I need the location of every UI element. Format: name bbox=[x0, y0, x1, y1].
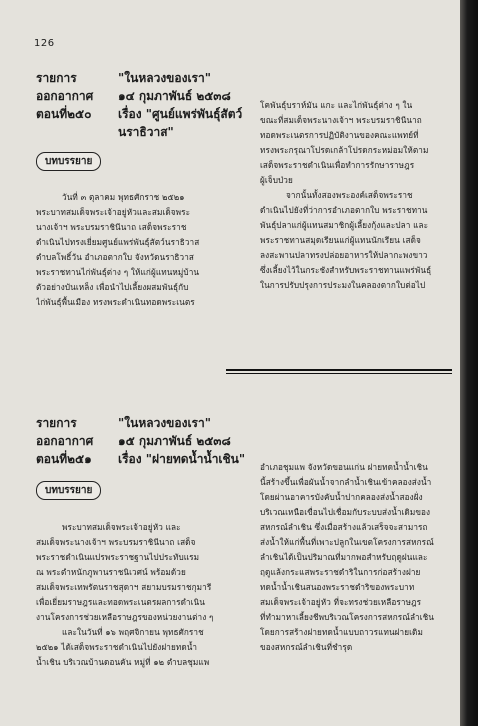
text-line: จากนั้นทั้งสองพระองค์เสด็จพระราช bbox=[286, 190, 413, 200]
program-value: "ในหลวงของเรา" bbox=[118, 71, 211, 85]
airdate-label: ออกอากาศ bbox=[36, 434, 94, 448]
article2-header bbox=[36, 415, 276, 469]
episode-label: ตอนที่๒๕๐ bbox=[36, 107, 92, 121]
airdate-label: ออกอากาศ bbox=[36, 89, 94, 103]
section-divider bbox=[226, 369, 452, 371]
episode-value-continued: นราธิวาส" bbox=[118, 125, 174, 139]
program-label: รายการ bbox=[36, 71, 77, 85]
text-line: โดยการสร้างฝายทดน้ำแบบถาวรแทนฝายเดิม bbox=[260, 627, 423, 637]
text-line: สมเด็จพระเทพรัตนราชสุดาฯ สยามบรมราชกุมารี bbox=[36, 582, 212, 592]
text-line: บริเวณเหนือเขื่อนไปเชื่อมกับระบบส่งน้ำเดิมของ bbox=[260, 507, 431, 517]
text-line: ที่ทำมาหาเลี้ยงชีพบริเวณโครงการสหกรณ์ลำเชิน bbox=[260, 612, 434, 622]
text-line: ฤดูแล้งกระแสพระราชดำริในการก่อสร้างฝาย bbox=[260, 567, 421, 577]
text-line: ซึ่งเลี้ยงไว้ในกระชังสำหรับพระราชทานแพร่พันธุ์ bbox=[260, 265, 432, 275]
text-line: ตำบลโพธิ์วัน อำเภอตากใบ จังหวัดนราธิวาส bbox=[36, 252, 195, 262]
program-value: "ในหลวงของเรา" bbox=[118, 416, 211, 430]
episode-label: ตอนที่๒๕๑ bbox=[36, 452, 92, 466]
text-line: งานโครงการช่วยเหลือราษฎรของหน่วยงานต่าง ๆ bbox=[36, 612, 214, 622]
text-line: สมเด็จพระเจ้าอยู่หัว ที่จะทรงช่วยเหลือราษฎร bbox=[260, 597, 422, 607]
text-line: พระราชดำเนินแปรพระราชฐานไปประทับแรม bbox=[36, 552, 200, 562]
text-line: เพื่อเยี่ยมราษฎรและทอดพระเนตรผลการดำเนิน bbox=[36, 597, 205, 607]
text-line: อำเภอชุมแพ จังหวัดขอนแก่น ฝายทดน้ำน้ำเชิน bbox=[260, 462, 428, 472]
text-line: สมเด็จพระนางเจ้าฯ พระบรมราชินีนาถ เสด็จ bbox=[36, 537, 196, 547]
text-line: ในการปรับปรุงการประมงในคลองตากใบต่อไป bbox=[260, 280, 426, 290]
episode-value: เรื่อง "ศูนย์แพร่พันธุ์สัตว์ bbox=[118, 107, 243, 121]
article2-right-column bbox=[260, 460, 454, 655]
episode-value: เรื่อง "ฝายทดน้ำน้ำเชิน" bbox=[118, 452, 246, 466]
text-line: ๒๕๒๑ ได้เสด็จพระราชดำเนินไปยังฝายทดน้ำ bbox=[36, 642, 198, 652]
text-line: และในวันที่ ๑๖ พฤศจิกายน พุทธศักราช bbox=[62, 627, 204, 637]
text-line: ดำเนินไปยังที่ว่าการอำเภอตากใบ พระราชทาน bbox=[260, 205, 428, 215]
text-line: ลำเชินได้เป็นปริมาณที่มากพอสำหรับฤดูฝนและ bbox=[260, 552, 428, 562]
narration-badge: บทบรรยาย bbox=[36, 481, 101, 500]
text-line: น้ำเชิน บริเวณบ้านดอนคัน หมู่ที่ ๑๒ ตำบลชุมแพ bbox=[36, 657, 210, 667]
text-line: ลงสะพานปลาทรงปล่อยอาหารให้ปลากะพงขาว bbox=[260, 250, 428, 260]
text-line: สหกรณ์ลำเชิน ซึ่งเมื่อสร้างแล้วเสร็จจะสามารถ bbox=[260, 522, 428, 532]
text-line: ทอดพระเนตรการปฏิบัติงานของคณะแพทย์ที่ bbox=[260, 130, 419, 140]
text-line: พระบาทสมเด็จพระเจ้าอยู่หัว และ bbox=[62, 522, 181, 532]
page-number: 126 bbox=[34, 38, 55, 49]
section-divider-thin bbox=[226, 373, 452, 374]
text-line: โคพันธุ์บราห์มัน แกะ และไก่พันธุ์ต่าง ๆ ใน bbox=[260, 100, 413, 110]
text-line: ทรงพระกรุณาโปรดเกล้าโปรดกระหม่อมให้ตาม bbox=[260, 145, 429, 155]
text-line: ผู้เจ็บป่วย bbox=[260, 175, 293, 185]
narration-badge: บทบรรยาย bbox=[36, 152, 101, 171]
text-line: นี้สร้างขึ้นเพื่อผันน้ำจากลำน้ำเชินเข้าคลองส่งน้ำ bbox=[260, 477, 432, 487]
text-line: พระราชทานสมุดเรียนแก่ผู้แทนนักเรียน เสด็จ bbox=[260, 235, 421, 245]
text-line: ของสหกรณ์ลำเชินที่ชำรุด bbox=[260, 642, 353, 652]
text-line: พันธุ์ปลาแก่ผู้แทนสมาชิกผู้เลี้ยงกุ้งและปลา และ bbox=[260, 220, 429, 230]
text-line: พระราชทานไก่พันธุ์ต่าง ๆ ให้แก่ผู้แทนหมู่บ้าน bbox=[36, 267, 200, 277]
text-line: ตัวอย่างบันเหล็ง เพื่อนำไปเลี้ยงผสมพันธุ์กับ bbox=[36, 282, 189, 292]
text-line: เสด็จพระราชดำเนินเพื่อทำการรักษาราษฎร bbox=[260, 160, 415, 170]
binding-gutter bbox=[460, 0, 478, 726]
program-label: รายการ bbox=[36, 416, 77, 430]
text-line: โดยผ่านอาคารบังคับน้ำปากคลองส่งน้ำสองฝั่ง bbox=[260, 492, 423, 502]
article1-header bbox=[36, 70, 276, 139]
text-line: ณ พระตำหนักภูพานราชนิเวศน์ พร้อมด้วย bbox=[36, 567, 186, 577]
article2-left-column bbox=[36, 520, 228, 670]
text-line: ขณะที่สมเด็จพระนางเจ้าฯ พระบรมราชินีนาถ bbox=[260, 115, 422, 125]
airdate-value: ๑๕ กุมภาพันธ์ ๒๕๓๘ bbox=[118, 434, 231, 448]
article1-left-column bbox=[36, 190, 228, 310]
article1-right-column bbox=[260, 98, 454, 293]
airdate-value: ๑๔ กุมภาพันธ์ ๒๕๓๘ bbox=[118, 89, 231, 103]
text-line: วันที่ ๓ ตุลาคม พุทธศักราช ๒๕๒๑ bbox=[62, 192, 185, 202]
text-line: นางเจ้าฯ พระบรมราชินีนาถ เสด็จพระราช bbox=[36, 222, 187, 232]
text-line: พระบาทสมเด็จพระเจ้าอยู่หัวและสมเด็จพระ bbox=[36, 207, 191, 217]
text-line: ไก่พันธุ์พื้นเมือง ทรงพระดำเนินทอดพระเนตร bbox=[36, 297, 195, 307]
text-line: ส่งน้ำให้แก่พื้นที่เพาะปลูกในเขตโครงการสหกรณ์ bbox=[260, 537, 434, 547]
text-line: ดำเนินไปทรงเยี่ยมศูนย์แพร่พันธุ์สัตว์นราธิวาส bbox=[36, 237, 200, 247]
text-line: ทดน้ำน้ำเชินสนองพระราชดำริของพระบาท bbox=[260, 582, 415, 592]
